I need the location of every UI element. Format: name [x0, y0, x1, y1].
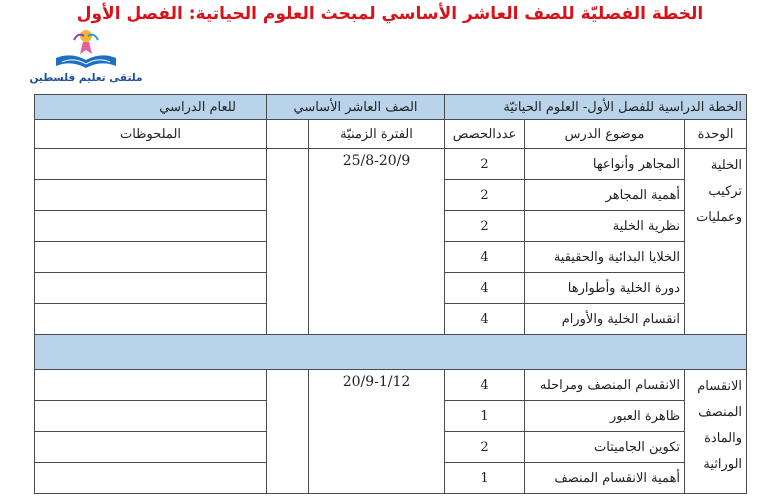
lesson-count: 4: [445, 242, 525, 273]
col-lesson: موضوع الدرس: [525, 120, 685, 149]
lesson-count: 2: [445, 211, 525, 242]
year-cell: للعام الدراسي: [35, 95, 267, 120]
lesson-count: 1: [445, 401, 525, 432]
separator-row: [35, 335, 747, 370]
unit-name: الخلية تركيب وعمليات: [685, 149, 747, 335]
lesson-title: أهمية المجاهر: [525, 180, 685, 211]
lesson-count: 4: [445, 304, 525, 335]
col-periods: عددالحصص: [445, 120, 525, 149]
lesson-title: دورة الخلية وأطوارها: [525, 273, 685, 304]
book-star-logo-icon: [26, 26, 146, 74]
lesson-title: الخلايا البدائية والحقيقية: [525, 242, 685, 273]
lesson-count: 4: [445, 273, 525, 304]
blank-cell: [267, 370, 309, 494]
lesson-title: تكوين الجاميتات: [525, 432, 685, 463]
lesson-count: 4: [445, 370, 525, 401]
page-title: الخطة الفصليّة للصف العاشر الأساسي لمبحث العلوم الحياتية: الفصل الأول: [76, 4, 704, 24]
lesson-title: انقسام الخلية والأورام: [525, 304, 685, 335]
grade-cell: الصف العاشر الأساسي: [267, 95, 445, 120]
notes-cell: [35, 242, 267, 273]
lesson-count: 1: [445, 463, 525, 494]
lesson-count: 2: [445, 180, 525, 211]
lesson-title: الانقسام المنصف ومراحله: [525, 370, 685, 401]
lesson-title: ظاهرة العبور: [525, 401, 685, 432]
col-timeframe: الفترة الزمنيّة: [309, 120, 445, 149]
notes-cell: [35, 463, 267, 494]
site-logo: [26, 26, 146, 90]
logo-text: ملتقى تعليم فلسطين: [29, 72, 143, 84]
col-notes: الملحوظات: [35, 120, 267, 149]
col-unit: الوحدة: [685, 120, 747, 149]
unit-period: 25/8-20/9: [309, 149, 445, 335]
unit-period: 20/9-1/12: [309, 370, 445, 494]
lesson-title: نظرية الخلية: [525, 211, 685, 242]
notes-cell: [35, 273, 267, 304]
lesson-count: 2: [445, 432, 525, 463]
table-row: [35, 149, 747, 180]
lesson-title: المجاهر وأنواعها: [525, 149, 685, 180]
table-header-row: [35, 95, 747, 120]
unit-name: الانقسام المنصف والمادة الوراثية: [685, 370, 747, 494]
notes-cell: [35, 211, 267, 242]
lesson-count: 2: [445, 149, 525, 180]
lesson-title: أهمية الانقسام المنصف: [525, 463, 685, 494]
col-blank: [267, 120, 309, 149]
notes-cell: [35, 180, 267, 211]
notes-cell: [35, 432, 267, 463]
notes-cell: [35, 149, 267, 180]
table-row: [35, 370, 747, 401]
notes-cell: [35, 370, 267, 401]
column-header-row: [35, 120, 747, 149]
plan-title-cell: الخطة الدراسية للفصل الأول- العلوم الحياتيّة: [445, 95, 747, 120]
blank-cell: [267, 149, 309, 335]
notes-cell: [35, 401, 267, 432]
plan-table: [34, 94, 747, 494]
notes-cell: [35, 304, 267, 335]
